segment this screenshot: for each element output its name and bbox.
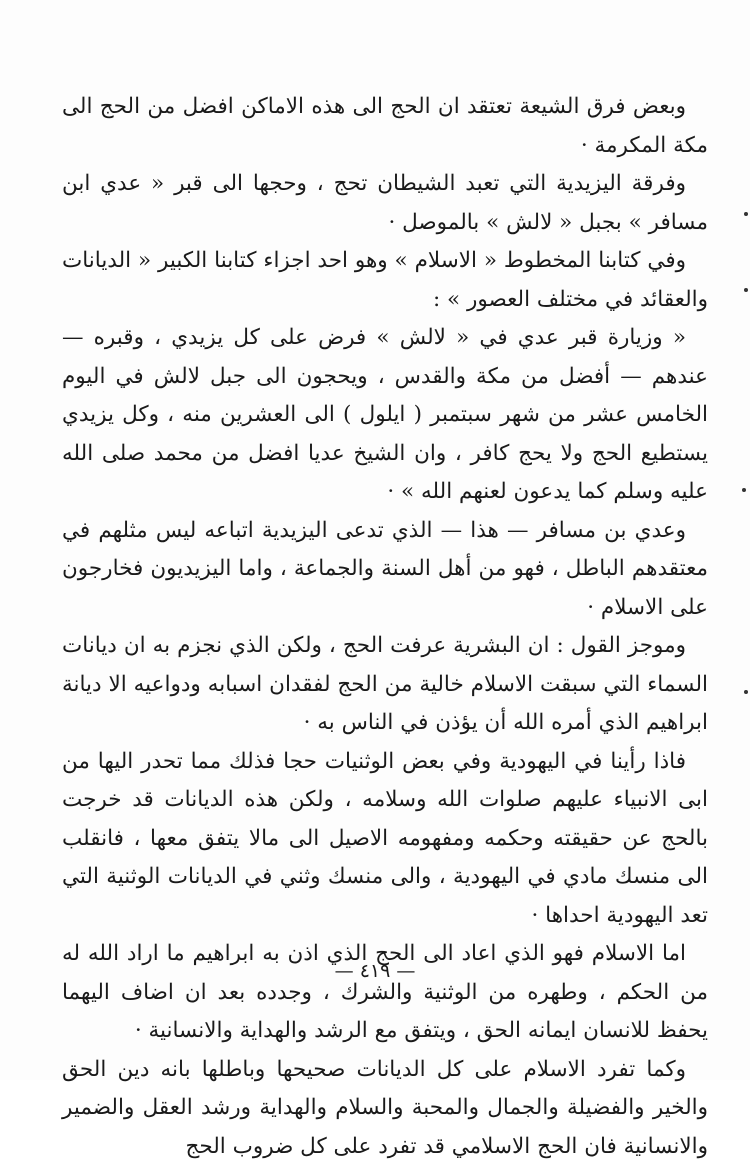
paragraph-7: فاذا رأينا في اليهودية وفي بعض الوثنيات حجا فذلك مما تحدر اليها من ابى الانبياء عليهم صلوات الله وسلامه ، ولكن هذه الديانات قد خرجت بالحج عن حقيقته وحكمه ومفهومه الاصيل الى مالا يتفق معها ، فانقلب الى منسك مادي في اليهودية ، والى منسك وثني في الديانات الوثنية التي تعد اليهودية احداها · [62,743,708,936]
page-number: — ٤١٩ — [0,960,750,982]
paragraph-3: وفي كتابنا المخطوط « الاسلام » وهو احد اجزاء كتابنا الكبير « الديانات والعقائد في مختلف العصور » : [62,242,708,319]
margin-speck [742,488,746,492]
paragraph-4-quote: « وزيارة قبر عدي في « لالش » فرض على كل يزيدي ، وقبره — عندهم — أفضل من مكة والقدس ، ويحجون الى جبل لالش في اليوم الخامس عشر من شهر سبتمبر ( ايلول ) الى العشرين منه ، وكل يزيدي يستطيع الحج ولا يحج كافر ، وان الشيخ عديا افضل من محمد صلى الله عليه وسلم كما يدعون لعنهم الله » · [62,319,708,512]
paragraph-5: وعدي بن مسافر — هذا — الذي تدعى اليزيدية اتباعه ليس مثلهم في معتقدهم الباطل ، فهو من أهل السنة والجماعة ، واما اليزيديون فخارجون على الاسلام · [62,512,708,628]
paragraph-2: وفرقة اليزيدية التي تعبد الشيطان تحج ، وحجها الى قبر « عدي ابن مسافر » بجبل « لالش » بالموصل · [62,165,708,242]
margin-speck [744,288,748,292]
paragraph-6: وموجز القول : ان البشرية عرفت الحج ، ولكن الذي نجزم به ان ديانات السماء التي سبقت الاسلام خالية من الحج لفقدان اسبابه ودواعيه الا ديانة ابراهيم الذي أمره الله أن يؤذن في الناس به · [62,627,708,743]
margin-speck [744,212,748,216]
body-text [62,88,708,1166]
paragraph-9: وكما تفرد الاسلام على كل الديانات صحيحها وباطلها بانه دين الحق والخير والفضيلة والجمال والمحبة والسلام والهداية ورشد العقل والضمير والانسانية فان الحج الاسلامي قد تفرد على كل ضروب الحج [62,1051,708,1166]
paragraph-8: اما الاسلام فهو الذي اعاد الى الحج الذي اذن به ابراهيم ما اراد الله له من الحكم ، وطهره من الوثنية والشرك ، وجدده بعد ان اضاف اليهما يحفظ للانسان ايمانه الحق ، ويتفق مع الرشد والهداية والانسانية · [62,935,708,1051]
paragraph-1: وبعض فرق الشيعة تعتقد ان الحج الى هذه الاماكن افضل من الحج الى مكة المكرمة · [62,88,708,165]
margin-speck [744,690,748,694]
